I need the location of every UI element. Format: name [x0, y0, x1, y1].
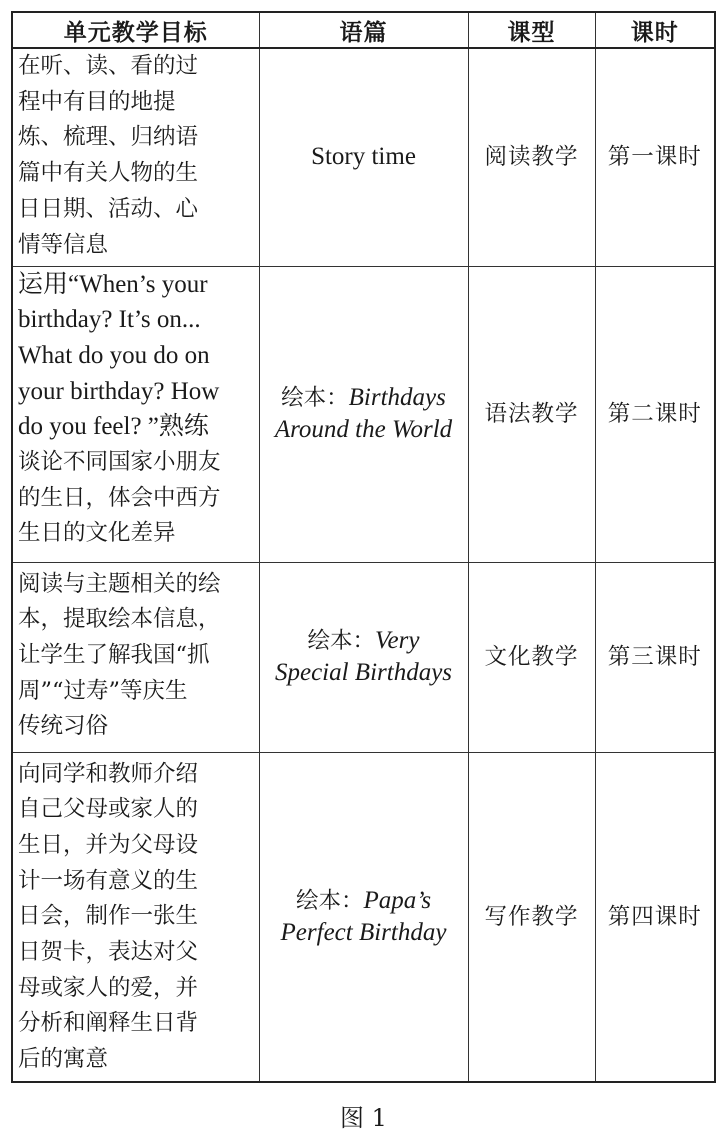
- period-cell: 第一课时: [595, 48, 715, 266]
- goal-line: 阅读与主题相关的绘: [18, 570, 221, 597]
- header-period: 课时: [595, 12, 715, 48]
- goal-line: 在听、读、看的过: [18, 53, 199, 79]
- goal-line: 让学生了解我国“抓: [18, 641, 210, 668]
- goal-line: 的生日，体会中西方: [18, 484, 221, 511]
- goal-cell: [12, 562, 259, 752]
- goal-line: 分析和阐释生日背: [18, 1010, 199, 1037]
- goal-cell: [12, 48, 259, 266]
- text-title: Papa’s: [363, 886, 432, 914]
- goal-line: 向同学和教师介绍: [18, 760, 199, 787]
- table-row: [12, 752, 715, 1082]
- goal-line: 计一场有意义的生: [18, 867, 199, 894]
- table-row: [12, 266, 715, 562]
- goal-line: 生日的文化差异: [18, 520, 176, 547]
- goal-line: 本，提取绘本信息，: [18, 606, 221, 633]
- text-prefix: 绘本：: [295, 887, 364, 914]
- text-title: Story time: [311, 143, 416, 171]
- table-row: [12, 48, 715, 266]
- goal-cell: [12, 752, 259, 1082]
- text-cell: [259, 752, 468, 1082]
- goal-line: What do you do on: [18, 341, 210, 369]
- goal-line: 自己父母或家人的: [18, 796, 199, 823]
- text-cell: [259, 266, 468, 562]
- goal-line: 日贺卡，表达对父: [18, 939, 199, 966]
- goal-line: 母或家人的爱，并: [18, 974, 199, 1001]
- type-cell: 语法教学: [468, 266, 595, 562]
- type-cell: 写作教学: [468, 752, 595, 1082]
- header-type: 课型: [468, 12, 595, 48]
- header-text: 语篇: [259, 12, 468, 48]
- table-row: [12, 562, 715, 752]
- text-prefix: 绘本：: [281, 385, 349, 411]
- goal-line: 周”“过寿”等庆生: [18, 677, 188, 704]
- goal-line: 传统习俗: [18, 713, 109, 740]
- text-cell: [259, 48, 468, 266]
- text-title: Around the World: [274, 416, 453, 443]
- text-prefix: 绘本：: [307, 628, 376, 654]
- goal-line: 运用“When’s your: [18, 270, 208, 298]
- text-title: Perfect Birthday: [280, 918, 447, 946]
- goal-line: 日日期、活动、心: [18, 195, 199, 222]
- figure-caption: 图 1: [340, 1104, 387, 1132]
- goal-line: 程中有目的地提: [18, 88, 176, 115]
- goal-line: your birthday? How: [18, 377, 220, 405]
- goal-line: 日会，制作一张生: [18, 903, 199, 930]
- goal-line: 篇中有关人物的生: [18, 160, 199, 187]
- goal-line: birthday? It’s on...: [18, 306, 201, 334]
- header-goal: 单元教学目标: [12, 12, 259, 48]
- goal-line: 谈论不同国家小朋友: [18, 449, 221, 476]
- text-title: Birthdays: [348, 384, 446, 411]
- text-title: Very: [375, 627, 420, 654]
- goal-line: 生日，并为父母设: [18, 831, 199, 858]
- text-cell: [259, 562, 468, 752]
- goal-line: 后的寓意: [18, 1046, 109, 1073]
- period-cell: 第三课时: [595, 562, 715, 752]
- unit-plan-table: [11, 11, 716, 1083]
- text-title: Special Birthdays: [274, 659, 453, 686]
- period-cell: 第二课时: [595, 266, 715, 562]
- goal-line: 情等信息: [18, 231, 109, 258]
- type-cell: 文化教学: [468, 562, 595, 752]
- period-cell: 第四课时: [595, 752, 715, 1082]
- goal-line: 炼、梳理、归纳语: [18, 124, 199, 151]
- goal-line: do you feel? ”熟练: [18, 413, 209, 441]
- header-row: [12, 12, 715, 48]
- goal-cell: [12, 266, 259, 562]
- type-cell: 阅读教学: [468, 48, 595, 266]
